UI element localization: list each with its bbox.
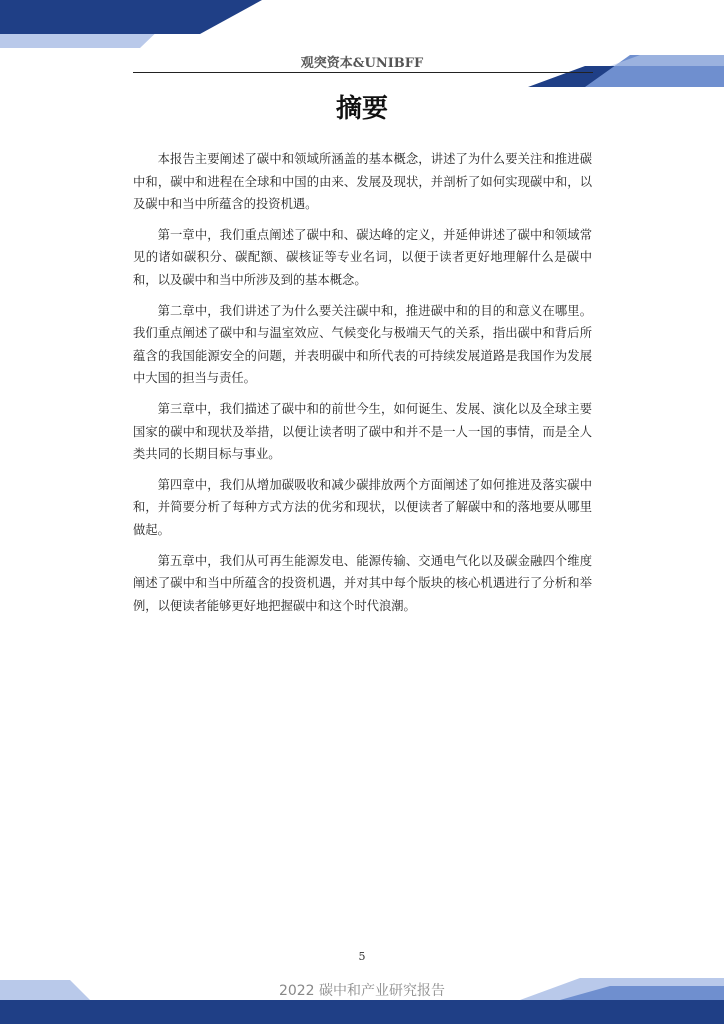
paragraph-chapter-2: 第二章中，我们讲述了为什么要关注碳中和，推进碳中和的目的和意义在哪里。我们重点阐述了碳中和与温室效应、气候变化与极端天气的关系，指出碳中和背后所蕴含的我国能源安全的问题，并表明碳中和所代表的可持续发展道路是我国作为发展中大国的担当与责任。 — [133, 303, 592, 386]
page-title: 摘要 — [335, 94, 388, 124]
paragraph-chapter-5: 第五章中，我们从可再生能源发电、能源传输、交通电气化以及碳金融四个维度阐述了碳中和当中所蕴含的投资机遇，并对其中每个版块的核心机遇进行了分析和举例，以便读者能够更好地把握碳中和这个时代浪潮。 — [133, 553, 592, 613]
paragraph-chapter-1: 第一章中，我们重点阐述了碳中和、碳达峰的定义，并延伸讲述了碳中和领域常见的诸如碳积分、碳配额、碳核证等专业名词，以便于读者更好地理解什么是碳中和，以及碳中和当中所涉及到的基本概念。 — [133, 227, 592, 287]
header-text: 观突资本&UNIBFF — [300, 56, 424, 71]
paragraph-chapter-3: 第三章中，我们描述了碳中和的前世今生，如何诞生、发展、演化以及全球主要国家的碳中和现状及举措，以便让读者明了碳中和并不是一人一国的事情，而是全人类共同的长期目标与事业。 — [133, 401, 592, 462]
page-number: 5 — [358, 950, 366, 963]
paragraph-chapter-4: 第四章中，我们从增加碳吸收和减少碳排放两个方面阐述了如何推进及落实碳中和，并简要分析了每种方式方法的优劣和现状，以便读者了解碳中和的落地要从哪里做起。 — [133, 477, 592, 537]
header-divider — [133, 72, 593, 73]
abstract-body — [133, 148, 592, 625]
paragraph-intro: 本报告主要阐述了碳中和领域所涵盖的基本概念，讲述了为什么要关注和推进碳中和，碳中和进程在全球和中国的由来、发展及现状，并剖析了如何实现碳中和，以及碳中和当中所蕴含的投资机遇。 — [133, 152, 592, 212]
bottom-dark-band — [0, 1000, 724, 1024]
top-left-dark-band — [0, 0, 262, 34]
footer-text: 2022 碳中和产业研究报告 — [278, 983, 446, 999]
